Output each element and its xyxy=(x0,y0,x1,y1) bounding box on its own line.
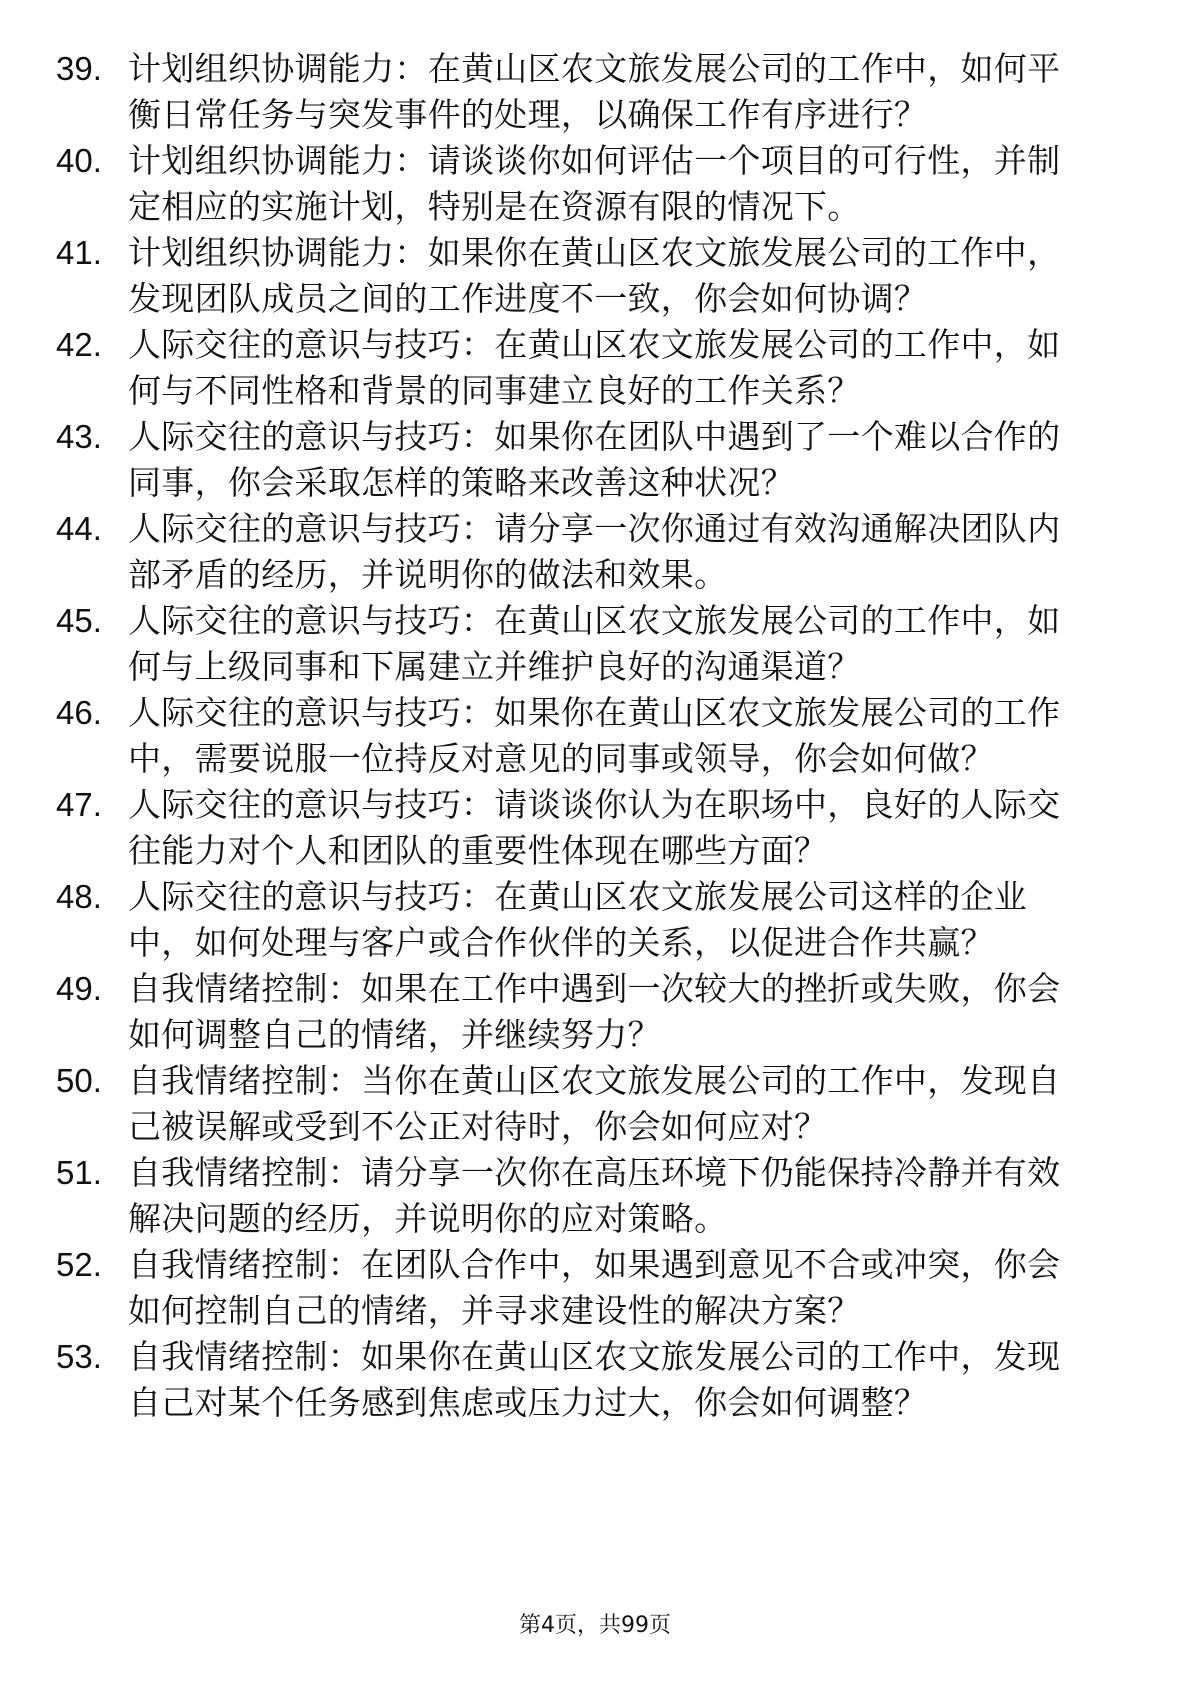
question-text-line: 人际交往的意识与技巧：如果你在黄山区农文旅发展公司的工作 xyxy=(128,693,1061,732)
question-text-line: 衡日常任务与突发事件的处理，以确保工作有序进行？ xyxy=(128,95,928,134)
question-text-line: 何与不同性格和背景的同事建立良好的工作关系？ xyxy=(128,371,861,410)
question-text-line: 定相应的实施计划，特别是在资源有限的情况下。 xyxy=(128,187,861,226)
question-number: 41. xyxy=(56,234,102,271)
question-number: 45. xyxy=(56,602,102,639)
question-text-line: 计划组织协调能力：如果你在黄山区农文旅发展公司的工作中， xyxy=(128,233,1061,272)
question-item xyxy=(0,1242,1190,1334)
question-list xyxy=(0,46,1190,1426)
question-item xyxy=(0,414,1190,506)
question-item xyxy=(0,322,1190,414)
question-text-line: 己被误解或受到不公正对待时，你会如何应对？ xyxy=(128,1107,828,1146)
question-text-line: 何与上级同事和下属建立并维护良好的沟通渠道？ xyxy=(128,647,861,686)
question-text-line: 部矛盾的经历，并说明你的做法和效果。 xyxy=(128,555,728,594)
question-text-line: 计划组织协调能力：在黄山区农文旅发展公司的工作中，如何平 xyxy=(128,49,1061,88)
question-text-line: 发现团队成员之间的工作进度不一致，你会如何协调？ xyxy=(128,279,928,318)
question-number: 44. xyxy=(56,510,102,547)
question-item xyxy=(0,138,1190,230)
question-text-line: 自我情绪控制：请分享一次你在高压环境下仍能保持冷静并有效 xyxy=(128,1153,1061,1192)
question-number: 51. xyxy=(56,1154,102,1191)
question-item xyxy=(0,1150,1190,1242)
question-text-line: 解决问题的经历，并说明你的应对策略。 xyxy=(128,1199,728,1238)
question-number: 52. xyxy=(56,1246,102,1283)
question-text-line: 中，如何处理与客户或合作伙伴的关系，以促进合作共赢？ xyxy=(128,923,994,962)
question-text-line: 人际交往的意识与技巧：在黄山区农文旅发展公司的工作中，如 xyxy=(128,325,1061,364)
question-text-line: 自我情绪控制：在团队合作中，如果遇到意见不合或冲突，你会 xyxy=(128,1245,1061,1284)
question-text-line: 人际交往的意识与技巧：请谈谈你认为在职场中，良好的人际交 xyxy=(128,785,1061,824)
question-text-line: 人际交往的意识与技巧：在黄山区农文旅发展公司这样的企业 xyxy=(128,877,1028,916)
question-item xyxy=(0,1058,1190,1150)
question-item xyxy=(0,690,1190,782)
question-text-line: 同事，你会采取怎样的策略来改善这种状况？ xyxy=(128,463,794,502)
question-number: 49. xyxy=(56,970,102,1007)
question-item xyxy=(0,46,1190,138)
question-text-line: 中，需要说服一位持反对意见的同事或领导，你会如何做？ xyxy=(128,739,994,778)
question-text-line: 人际交往的意识与技巧：如果你在团队中遇到了一个难以合作的 xyxy=(128,417,1061,456)
question-number: 48. xyxy=(56,878,102,915)
question-item xyxy=(0,1334,1190,1426)
question-number: 46. xyxy=(56,694,102,731)
question-number: 40. xyxy=(56,142,102,179)
question-number: 47. xyxy=(56,786,102,823)
question-number: 53. xyxy=(56,1338,102,1375)
question-text-line: 如何调整自己的情绪，并继续努力？ xyxy=(128,1015,661,1054)
page-footer: 第4页，共99页 xyxy=(519,1613,671,1638)
question-text-line: 自我情绪控制：当你在黄山区农文旅发展公司的工作中，发现自 xyxy=(128,1061,1061,1100)
question-number: 42. xyxy=(56,326,102,363)
question-text-line: 自我情绪控制：如果在工作中遇到一次较大的挫折或失败，你会 xyxy=(128,969,1061,1008)
question-item xyxy=(0,782,1190,874)
question-number: 43. xyxy=(56,418,102,455)
question-text-line: 人际交往的意识与技巧：在黄山区农文旅发展公司的工作中，如 xyxy=(128,601,1061,640)
question-text-line: 自我情绪控制：如果你在黄山区农文旅发展公司的工作中，发现 xyxy=(128,1337,1061,1376)
question-number: 50. xyxy=(56,1062,102,1099)
question-item xyxy=(0,874,1190,966)
question-text-line: 往能力对个人和团队的重要性体现在哪些方面？ xyxy=(128,831,828,870)
question-item xyxy=(0,966,1190,1058)
question-item xyxy=(0,230,1190,322)
question-text-line: 人际交往的意识与技巧：请分享一次你通过有效沟通解决团队内 xyxy=(128,509,1061,548)
question-item xyxy=(0,506,1190,598)
question-text-line: 如何控制自己的情绪，并寻求建设性的解决方案？ xyxy=(128,1291,861,1330)
question-text-line: 计划组织协调能力：请谈谈你如何评估一个项目的可行性，并制 xyxy=(128,141,1061,180)
question-text-line: 自己对某个任务感到焦虑或压力过大，你会如何调整？ xyxy=(128,1383,928,1422)
question-number: 39. xyxy=(56,50,102,87)
question-item xyxy=(0,598,1190,690)
